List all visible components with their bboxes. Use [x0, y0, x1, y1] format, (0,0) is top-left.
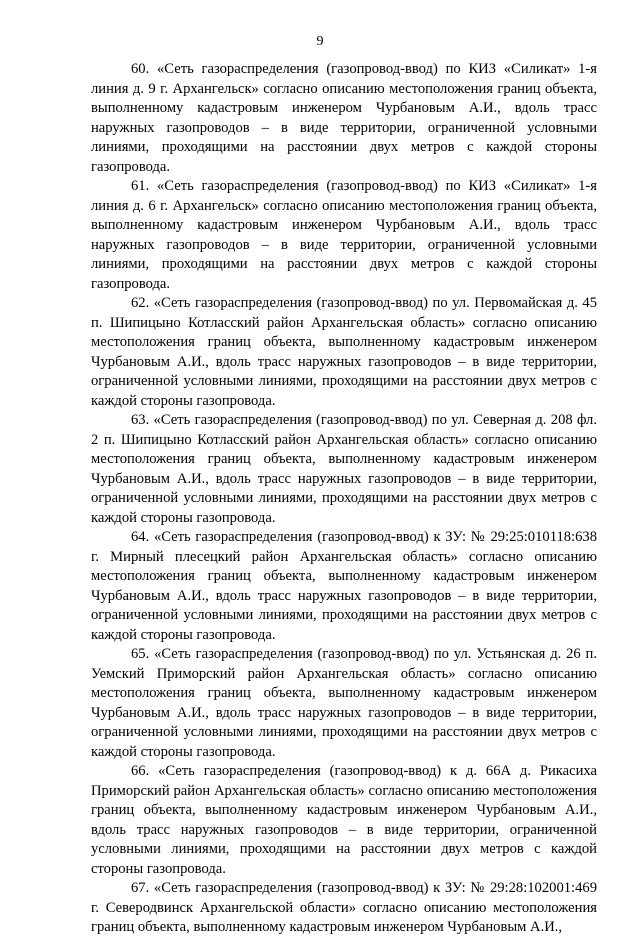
document-body: [91, 60, 597, 938]
list-item: 65. «Сеть газораспределения (газопровод-ввод) по ул. Устьянская д. 26 п. Уемский Приморский район Архангельская область» согласно описанию местоположения границ объекта, выполненному кадастровым инженером Чурбановым А.И., вдоль трасс наружных газопроводов – в виде территории, ограниченной условными линиями, проходящими на расстоянии двух метров с каждой стороны газопровода.: [91, 646, 597, 760]
list-item: 60. «Сеть газораспределения (газопровод-ввод) по КИЗ «Силикат» 1-я линия д. 9 г. Архангельск» согласно описанию местоположения границ объекта, выполненному кадастровым инженером Чурбановым А.И., вдоль трасс наружных газопроводов – в виде территории, ограниченной условными линиями, проходящими на расстоянии двух метров с каждой стороны газопровода.: [91, 61, 597, 175]
list-item: 64. «Сеть газораспределения (газопровод-ввод) к ЗУ: № 29:25:010118:638 г. Мирный плесецкий район Архангельская область» согласно описанию местоположения границ объекта, выполненному кадастровым инженером Чурбановым А.И., вдоль трасс наружных газопроводов – в виде территории, ограниченной условными линиями, проходящими на расстоянии двух метров с каждой стороны газопровода.: [91, 529, 597, 643]
list-item: 63. «Сеть газораспределения (газопровод-ввод) по ул. Северная д. 208 фл. 2 п. Шипицыно Котласский район Архангельская область» согласно описанию местоположения границ объекта, выполненному кадастровым инженером Чурбановым А.И., вдоль трасс наружных газопроводов – в виде территории, ограниченной условными линиями, проходящими на расстоянии двух метров с каждой стороны газопровода.: [91, 412, 597, 526]
list-item: 66. «Сеть газораспределения (газопровод-ввод) к д. 66А д. Рикасиха Приморский район Архангельская область» согласно описанию местоположения границ объекта, выполненному кадастровым инженером Чурбановым А.И., вдоль трасс наружных газопроводов – в виде территории, ограниченной условными линиями, проходящими на расстоянии двух метров с каждой стороны газопровода.: [91, 763, 597, 877]
list-item: 67. «Сеть газораспределения (газопровод-ввод) к ЗУ: № 29:28:102001:469 г. Северодвинск Архангельской области» согласно описанию местоположения границ объекта, выполненному кадастровым инженером Чурбановым А.И.,: [91, 880, 597, 935]
list-item: 61. «Сеть газораспределения (газопровод-ввод) по КИЗ «Силикат» 1-я линия д. 6 г. Архангельск» согласно описанию местоположения границ объекта, выполненному кадастровым инженером Чурбановым А.И., вдоль трасс наружных газопроводов – в виде территории, ограниченной условными линиями, проходящими на расстоянии двух метров с каждой стороны газопровода.: [91, 178, 597, 292]
list-item: 62. «Сеть газораспределения (газопровод-ввод) по ул. Первомайская д. 45 п. Шипицыно Котласский район Архангельская область» согласно описанию местоположения границ объекта, выполненному кадастровым инженером Чурбановым А.И., вдоль трасс наружных газопроводов – в виде территории, ограниченной условными линиями, проходящими на расстоянии двух метров с каждой стороны газопровода.: [91, 295, 597, 409]
page-number: 9: [316, 34, 324, 49]
